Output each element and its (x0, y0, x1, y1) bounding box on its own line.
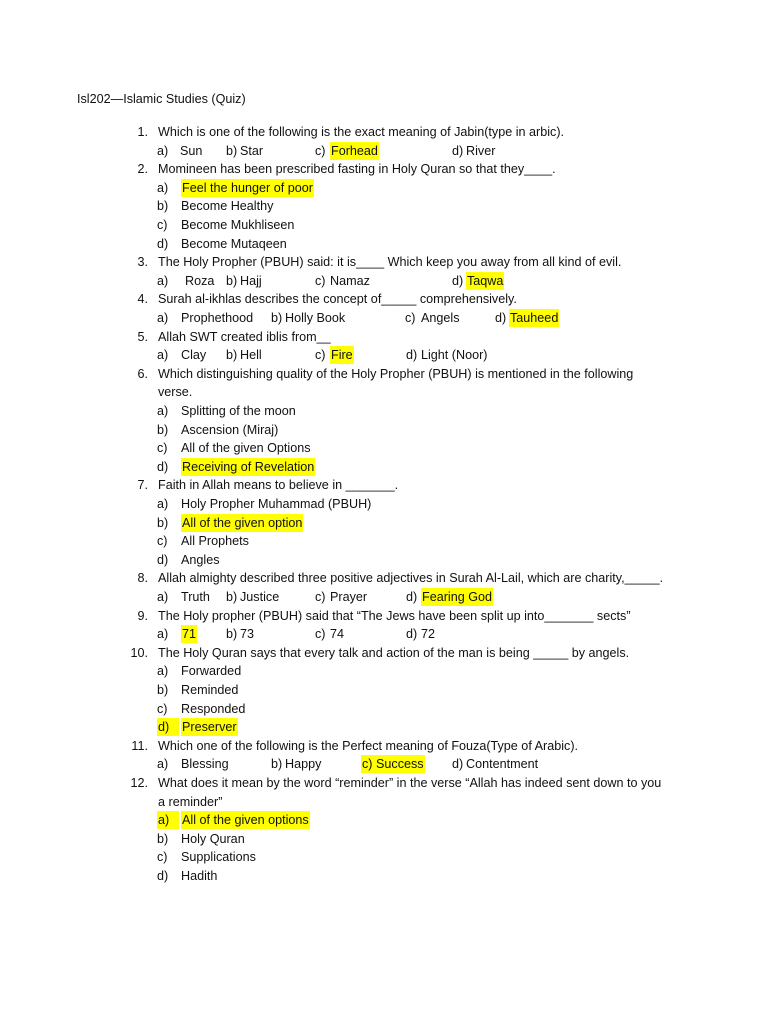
question-number: 5. (137, 329, 148, 344)
question-number: 8. (137, 571, 148, 586)
option-label: a) (157, 757, 169, 772)
question-number: 10. (130, 645, 148, 660)
question-text: Which is one of the following is the exact meaning of Jabin(type in arbic). (158, 125, 565, 139)
option-text: Light (Noor) (421, 348, 488, 363)
question-text: verse. (158, 385, 193, 400)
option-text: Blessing (181, 757, 229, 772)
option-label: b) (157, 683, 169, 697)
question-number: 12. (130, 776, 148, 790)
option-label: d) (157, 869, 169, 883)
option-label: b) (226, 348, 238, 363)
option-text: Forwarded (181, 664, 242, 679)
option-text: Star (240, 143, 264, 158)
option-label: a) (157, 627, 169, 642)
option-text: Contentment (466, 757, 539, 772)
option-text: Prayer (330, 590, 368, 604)
option-text: Tauheed (510, 311, 559, 325)
option-label: d) (157, 718, 179, 736)
option-text: Forhead (331, 143, 378, 158)
option-label: b) (157, 831, 169, 846)
question-text: The Holy Propher (PBUH) said: it is____ Which keep you away from all kind of evil. (158, 255, 622, 270)
question-number: 1. (137, 125, 148, 139)
question-text: The Holy Quran says that every talk and action of the man is being _____ by angels. (158, 645, 630, 660)
option-label: d) (157, 459, 169, 474)
option-text: Fire (331, 348, 353, 363)
option-text: Become Healthy (181, 199, 274, 214)
option-text: Hadith (181, 869, 218, 883)
option-text: Justice (240, 590, 280, 604)
question-text: Momineen has been prescribed fasting in Holy Quran so that they____. (158, 162, 556, 177)
option-text: Splitting of the moon (181, 404, 296, 418)
option-text: Truth (181, 590, 210, 604)
option-text: All Prophets (181, 534, 249, 549)
option-text: Happy (285, 757, 322, 772)
option-text: Holly Book (285, 311, 346, 325)
option-label: b) (226, 143, 238, 158)
option-label: d) (157, 236, 169, 251)
option-label: a) (157, 273, 169, 288)
option-text: Clay (181, 348, 207, 363)
option-label: c) (315, 273, 326, 288)
option-label: d) (406, 627, 418, 642)
option-text: Feel the hunger of poor (182, 180, 313, 195)
question-text: Allah SWT created iblis from__ (158, 329, 331, 344)
option-label: a) (157, 311, 169, 325)
option-label: b) (226, 590, 238, 604)
option-text: River (466, 143, 496, 158)
option-text: Namaz (330, 273, 370, 288)
option-text: 72 (421, 627, 436, 642)
option-label: d) (452, 143, 464, 158)
option-label: c) (157, 441, 168, 456)
option-label: b) (226, 273, 238, 288)
option-text: Taqwa (467, 273, 504, 288)
option-label: a) (157, 664, 169, 679)
option-text: All of the given Options (181, 441, 311, 456)
question-text: Allah almighty described three positive adjectives in Surah Al-Lail, which are charity,_____. (158, 571, 664, 586)
option-text: Become Mukhliseen (181, 218, 295, 232)
page-title: Isl202—Islamic Studies (Quiz) (77, 92, 246, 106)
option-text: Receiving of Revelation (182, 459, 315, 474)
option-text: 74 (330, 627, 345, 642)
option-label: c) (361, 755, 376, 773)
option-label: d) (452, 273, 464, 288)
option-label: c) (315, 627, 326, 642)
question-text: Surah al-ikhlas describes the concept of_____ comprehensively. (158, 292, 517, 307)
option-text: Prophethood (181, 311, 254, 325)
option-text: Reminded (181, 683, 239, 697)
option-label: c) (315, 348, 326, 363)
question-number: 11. (131, 738, 148, 753)
question-number: 7. (137, 478, 148, 493)
option-label: a) (157, 404, 169, 418)
option-label: a) (157, 348, 169, 363)
option-label: a) (157, 143, 169, 158)
option-text: 73 (240, 627, 255, 642)
option-text: Supplications (181, 850, 256, 865)
option-label: a) (157, 590, 169, 604)
option-text: Angles (181, 552, 220, 567)
question-number: 4. (137, 292, 148, 307)
option-text: Holy Quran (181, 831, 245, 846)
option-label: d) (495, 311, 507, 325)
question-text: a reminder” (158, 794, 223, 809)
question-text: Faith in Allah means to believe in _______. (158, 478, 399, 493)
option-label: d) (406, 590, 418, 604)
option-label: c) (157, 701, 168, 716)
option-label: b) (157, 515, 169, 530)
option-text: Roza (185, 273, 215, 288)
question-text: Which one of the following is the Perfect meaning of Fouza(Type of Arabic). (158, 738, 579, 753)
option-text: Success (376, 757, 424, 772)
option-label: b) (271, 311, 283, 325)
option-label: c) (157, 534, 168, 549)
question-text: What does it mean by the word “reminder” in the verse “Allah has indeed sent down to you (158, 776, 662, 790)
question-text: The Holy propher (PBUH) said that “The Jews have been split up into_______ sects” (158, 608, 631, 623)
option-label: d) (406, 348, 418, 363)
option-text: Holy Propher Muhammad (PBUH) (181, 497, 372, 511)
option-label: a) (157, 811, 179, 829)
option-label: a) (157, 180, 169, 195)
question-number: 2. (137, 162, 148, 177)
question-number: 3. (137, 255, 148, 270)
option-text: 71 (182, 627, 197, 642)
question-text: Which distinguishing quality of the Holy Propher (PBUH) is mentioned in the following (158, 366, 634, 381)
option-text: Ascension (Miraj) (181, 422, 279, 437)
option-label: a) (157, 497, 169, 511)
option-label: c) (315, 590, 326, 604)
option-label: c) (315, 143, 326, 158)
option-text: Angels (421, 311, 460, 325)
option-label: b) (271, 757, 283, 772)
option-text: All of the given option (182, 515, 303, 530)
option-label: c) (157, 218, 168, 232)
option-text: All of the given options (182, 813, 309, 828)
option-label: c) (405, 311, 416, 325)
option-text: Preserver (182, 720, 237, 735)
question-number: 6. (137, 366, 148, 381)
option-text: Hajj (240, 273, 262, 288)
option-label: d) (157, 552, 169, 567)
option-label: d) (452, 757, 464, 772)
option-text: Responded (181, 701, 246, 716)
option-label: b) (226, 627, 238, 642)
question-number: 9. (137, 608, 148, 623)
option-label: b) (157, 199, 169, 214)
option-text: Fearing God (422, 590, 493, 604)
option-text: Sun (180, 143, 203, 158)
option-label: b) (157, 422, 169, 437)
option-text: Hell (240, 348, 262, 363)
option-label: c) (157, 850, 168, 865)
option-text: Become Mutaqeen (181, 236, 287, 251)
